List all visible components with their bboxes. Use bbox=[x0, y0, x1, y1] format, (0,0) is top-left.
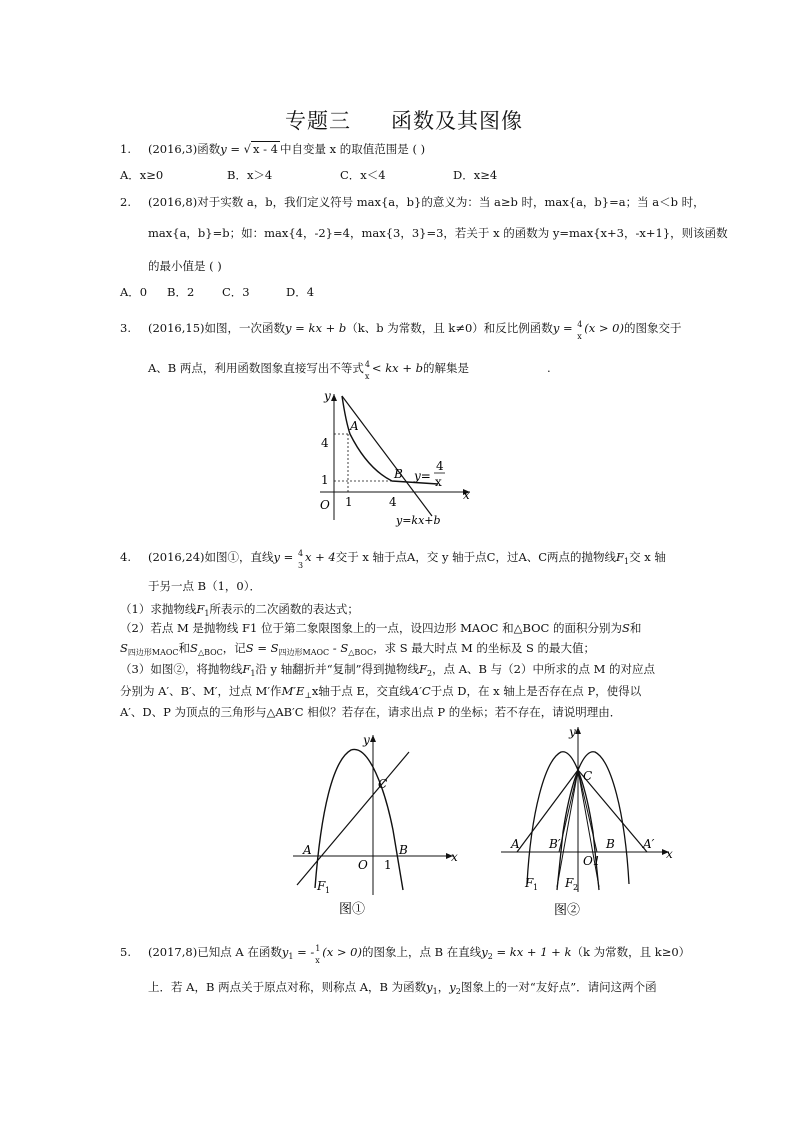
q4-p2-s: S bbox=[622, 621, 630, 635]
fig2-y-arrow-icon bbox=[575, 727, 581, 734]
q4-p3-f: 于点 D，在 x 轴上是否存在点 P，使得以 bbox=[430, 684, 642, 698]
fig2-caption: 图② bbox=[554, 903, 581, 918]
q4-p2-and2: 和 bbox=[178, 641, 191, 655]
fig2-y-label: y bbox=[569, 725, 576, 739]
q5-cond: (x > 0) bbox=[322, 945, 362, 959]
fig2-point-a: A bbox=[511, 837, 520, 851]
y-axis-arrow-icon bbox=[331, 394, 337, 401]
q5-eq1: = - bbox=[293, 945, 315, 959]
q2-line-1: (2016,8)对于实数 a，b，我们定义符号 max{a，b}的意义为：当 a≥b 时，max{a，b}=a；当 a＜b 时， bbox=[148, 195, 705, 209]
q5-eq2: = kx + 1 + k bbox=[492, 945, 572, 959]
q3-curve-label-den: x bbox=[435, 475, 442, 489]
q3-y-tick-1: 1 bbox=[321, 473, 329, 487]
title-part2: 函数及其图像 bbox=[391, 109, 523, 133]
fig1-y-arrow-icon bbox=[370, 735, 376, 742]
q3-inverse-domain: (x > 0) bbox=[584, 321, 624, 335]
q4-p3-e: x轴于点 E，交直线 bbox=[311, 684, 411, 698]
fig2-line-extra-left bbox=[557, 770, 578, 887]
q3-line1-post: 的图象交于 bbox=[624, 321, 682, 335]
q4-p3-f1: F bbox=[242, 662, 251, 676]
q3-inverse-lhs: y = bbox=[552, 321, 577, 335]
q4-p2-note: ，记 bbox=[222, 641, 246, 655]
q3-x-tick-1: 1 bbox=[345, 495, 353, 509]
q4-frac-num: 4 bbox=[297, 549, 304, 558]
q5-frac-den: x bbox=[315, 956, 320, 965]
question-4-number: 4. bbox=[120, 550, 131, 564]
q4-p3-b: 沿 y 轴翻折并“复制”得到抛物线 bbox=[255, 662, 419, 676]
fig1-tick-1: 1 bbox=[384, 858, 392, 872]
fig2-x-label: x bbox=[666, 847, 673, 861]
fig2-line-extra-right bbox=[578, 770, 599, 887]
q4-part-3-line-2 bbox=[120, 683, 641, 704]
q2-line-2: max{a，b}=b；如：max{4，-2}=4，max{3，3}=3，若关于 x 的函数为 y=max{x+3，-x+1}，则该函数 bbox=[148, 226, 728, 240]
q4-p2-and: 和 bbox=[629, 621, 642, 635]
q4-p3-f2: F bbox=[418, 662, 427, 676]
q2-option-a: A．0 bbox=[120, 285, 148, 299]
q1-option-c: C．x＜4 bbox=[340, 168, 386, 182]
q4-line-2: 于另一点 B（1，0）． bbox=[148, 579, 261, 593]
q3-linear-function: y = kx + b bbox=[285, 321, 347, 335]
q3-point-b: B bbox=[394, 467, 403, 481]
q4-f1: F bbox=[616, 550, 625, 564]
q1-prefix: (2016,3)函数 bbox=[148, 142, 221, 156]
q3-fraction bbox=[576, 320, 584, 341]
question-5-number: 5. bbox=[120, 945, 131, 959]
q5-line2-y2-sub: 2 bbox=[455, 987, 461, 996]
q5-line1-pre: (2017,8)已知点 A 在函数 bbox=[148, 945, 282, 959]
q5-line1-post: （k 为常数，且 k≥0） bbox=[571, 945, 691, 959]
q3-ineq-den: x bbox=[364, 372, 370, 381]
q3-linear-line bbox=[342, 396, 432, 516]
q4-p2-text: （2）若点 M 是抛物线 F1 位于第二象限图象上的一点，设四边形 MAOC 和△BOC 的面积分别为 bbox=[120, 621, 623, 635]
q5-line1-mid: 的图象上，点 B 在直线 bbox=[362, 945, 482, 959]
q4-figure-2 bbox=[497, 722, 677, 920]
q4-part-3-line-1 bbox=[120, 661, 655, 682]
q3-x-tick-4: 4 bbox=[389, 495, 397, 509]
q4-fraction bbox=[297, 549, 305, 570]
q2-option-c: C．3 bbox=[222, 285, 250, 299]
q4-p3-c: ，点 A、B 与（2）中所求的点 M 的对应点 bbox=[432, 662, 656, 676]
fig1-point-b: B bbox=[399, 843, 408, 857]
fig2-point-b: B bbox=[606, 837, 615, 851]
sqrt-icon: √ bbox=[243, 142, 251, 156]
q5-line-2 bbox=[148, 979, 657, 1000]
q4-f1-sub: 1 bbox=[624, 557, 630, 566]
q5-line2-a: 上．若 A，B 两点关于原点对称，则称点 A，B 为函数 bbox=[148, 980, 427, 994]
q5-line2-y1: y bbox=[426, 980, 433, 994]
q3-line-label: y=kx+b bbox=[396, 514, 441, 527]
q4-p1-f-sub: 1 bbox=[204, 609, 210, 618]
q3-line2-pre: A、B 两点，利用函数图象直接写出不等式 bbox=[148, 361, 364, 375]
q4-p3-f1-sub: 1 bbox=[250, 669, 256, 678]
fig2-f1: F bbox=[525, 876, 534, 890]
q4-line1-pre: (2016,24)如图①，直线 bbox=[148, 550, 274, 564]
q4-p2-s2-sub: △BOC bbox=[197, 648, 223, 657]
q4-line-lhs: y = bbox=[273, 550, 297, 564]
q1-radicand: x - 4 bbox=[253, 142, 278, 156]
q5-fraction bbox=[314, 944, 322, 965]
q3-curve-label-num: 4 bbox=[436, 459, 444, 473]
fig2-point-c: C bbox=[583, 769, 593, 783]
q3-origin-label: O bbox=[320, 498, 330, 512]
fig1-point-c: C bbox=[378, 777, 388, 791]
q5-y1: y bbox=[281, 945, 289, 959]
q4-line-1 bbox=[148, 549, 666, 570]
q4-p3-f2-sub: 2 bbox=[426, 669, 433, 678]
q5-line2-y2: y bbox=[449, 980, 456, 994]
fig1-line bbox=[297, 752, 409, 885]
q4-line-rhs: x + 4 bbox=[304, 550, 336, 564]
fig1-f1: F bbox=[317, 879, 326, 893]
q4-p2-expr-sub1: 四边形MAOC bbox=[278, 648, 330, 657]
q4-p1-post: 所表示的二次函数的表达式； bbox=[209, 602, 359, 616]
fig2-f1-sub: 1 bbox=[533, 883, 539, 892]
q4-p2-s1-sub: 四边形MAOC bbox=[127, 648, 179, 657]
q1-suffix: 中自变量 x 的取值范围是 ( ) bbox=[280, 142, 426, 156]
q4-figure-1 bbox=[285, 730, 463, 920]
q3-ineq-num: 4 bbox=[364, 360, 371, 369]
q5-y2: y bbox=[481, 945, 488, 959]
q5-frac-num: 1 bbox=[315, 944, 321, 953]
q3-curve-label-lhs: y= bbox=[414, 469, 431, 483]
question-1-number: 1. bbox=[120, 142, 131, 156]
q3-frac-num: 4 bbox=[577, 320, 583, 329]
q4-line1-post: 交于 x 轴于点A，交 y 轴于点C，过A、C两点的抛物线 bbox=[335, 550, 617, 564]
q3-line1-pre: (2016,15)如图，一次函数 bbox=[148, 321, 286, 335]
q2-option-d: D．4 bbox=[286, 285, 315, 299]
fig2-f2: F bbox=[565, 876, 574, 890]
q2-line-3: 的最小值是 ( ) bbox=[148, 259, 222, 273]
q5-y1-sub: 1 bbox=[288, 952, 294, 961]
q1-formula-lhs: y = bbox=[220, 142, 244, 156]
q4-p2-expr: S = S bbox=[245, 641, 279, 655]
q4-p2-s1: S bbox=[120, 641, 128, 655]
q3-line1-mid: （k、b 为常数，且 k≠0）和反比例函数 bbox=[346, 321, 553, 335]
q3-point-a: A bbox=[350, 419, 359, 433]
q4-frac-den: 3 bbox=[297, 561, 304, 570]
fig1-point-o: O bbox=[358, 858, 368, 872]
q4-part-1 bbox=[120, 601, 359, 622]
fig1-caption: 图① bbox=[339, 902, 366, 917]
fig2-f2-sub: 2 bbox=[573, 883, 579, 892]
fig2-parabola-f2 bbox=[557, 752, 629, 890]
q4-p2-s2: S bbox=[190, 641, 198, 655]
q3-line-2 bbox=[148, 360, 469, 381]
q3-line2-post: 的解集是 bbox=[422, 361, 469, 375]
q4-part-3-line-3: A′、D、P 为顶点的三角形与△AB′C 相似？若存在，请求出点 P 的坐标；若不存在，请说明理由． bbox=[120, 705, 622, 719]
fig2-point-o1: O1 bbox=[583, 854, 601, 868]
q4-p2-expr-sub2: △BOC bbox=[348, 648, 374, 657]
q5-line2-c: 图象上的一对“友好点”．请问这两个函 bbox=[460, 980, 657, 994]
q3-frac-den: x bbox=[577, 332, 582, 341]
fig1-f1-sub: 1 bbox=[325, 886, 331, 895]
question-1-stem bbox=[148, 141, 425, 157]
q3-x-label: x bbox=[463, 488, 470, 502]
question-3-number: 3. bbox=[120, 321, 131, 335]
title-part1: 专题三 bbox=[285, 109, 351, 133]
q4-line1-end: 交 x 轴 bbox=[629, 550, 666, 564]
page-title bbox=[285, 105, 523, 135]
q1-option-a: A．x≥0 bbox=[120, 168, 164, 182]
q4-p3-ac: A′C bbox=[410, 684, 431, 698]
q4-part-2-line-2 bbox=[120, 640, 595, 661]
question-2-number: 2. bbox=[120, 195, 131, 209]
q3-ineq-fraction bbox=[364, 360, 372, 381]
q3-y-label: y bbox=[324, 389, 331, 403]
fig2-point-a-prime: A′ bbox=[643, 837, 655, 851]
fig1-y-label: y bbox=[363, 733, 370, 747]
q3-y-tick-4: 4 bbox=[321, 436, 329, 450]
fig1-point-a: A bbox=[303, 843, 312, 857]
q5-line2-comma: ， bbox=[437, 980, 450, 994]
q1-option-b: B．x＞4 bbox=[227, 168, 273, 182]
q4-p3-a: （3）如图②，将抛物线 bbox=[120, 662, 243, 676]
perpendicular-icon: ⊥ bbox=[304, 691, 312, 700]
q1-option-d: D．x≥4 bbox=[453, 168, 498, 182]
q4-p1-pre: （1）求抛物线 bbox=[120, 602, 197, 616]
q5-y2-sub: 2 bbox=[487, 952, 493, 961]
q4-p2-minus: - S bbox=[329, 641, 349, 655]
q5-line-1 bbox=[148, 944, 690, 965]
q3-figure bbox=[312, 388, 478, 528]
q4-p2-post: ，求 S 最大时点 M 的坐标及 S 的最大值； bbox=[373, 641, 596, 655]
q4-p3-me: M′E bbox=[281, 684, 305, 698]
q3-line2-end: . bbox=[547, 361, 551, 375]
fig2-point-b-prime: B′ bbox=[549, 837, 561, 851]
q3-line-1 bbox=[148, 320, 682, 341]
fig1-x-label: x bbox=[451, 850, 458, 864]
q2-option-b: B．2 bbox=[167, 285, 195, 299]
q4-p1-f: F bbox=[196, 602, 205, 616]
q4-part-2-line-1 bbox=[120, 620, 641, 636]
q4-p3-d: 分别为 A′、B′、M′，过点 M′作 bbox=[120, 684, 282, 698]
q5-line2-y1-sub: 1 bbox=[432, 987, 438, 996]
q3-ineq-rhs: < kx + b bbox=[371, 361, 423, 375]
